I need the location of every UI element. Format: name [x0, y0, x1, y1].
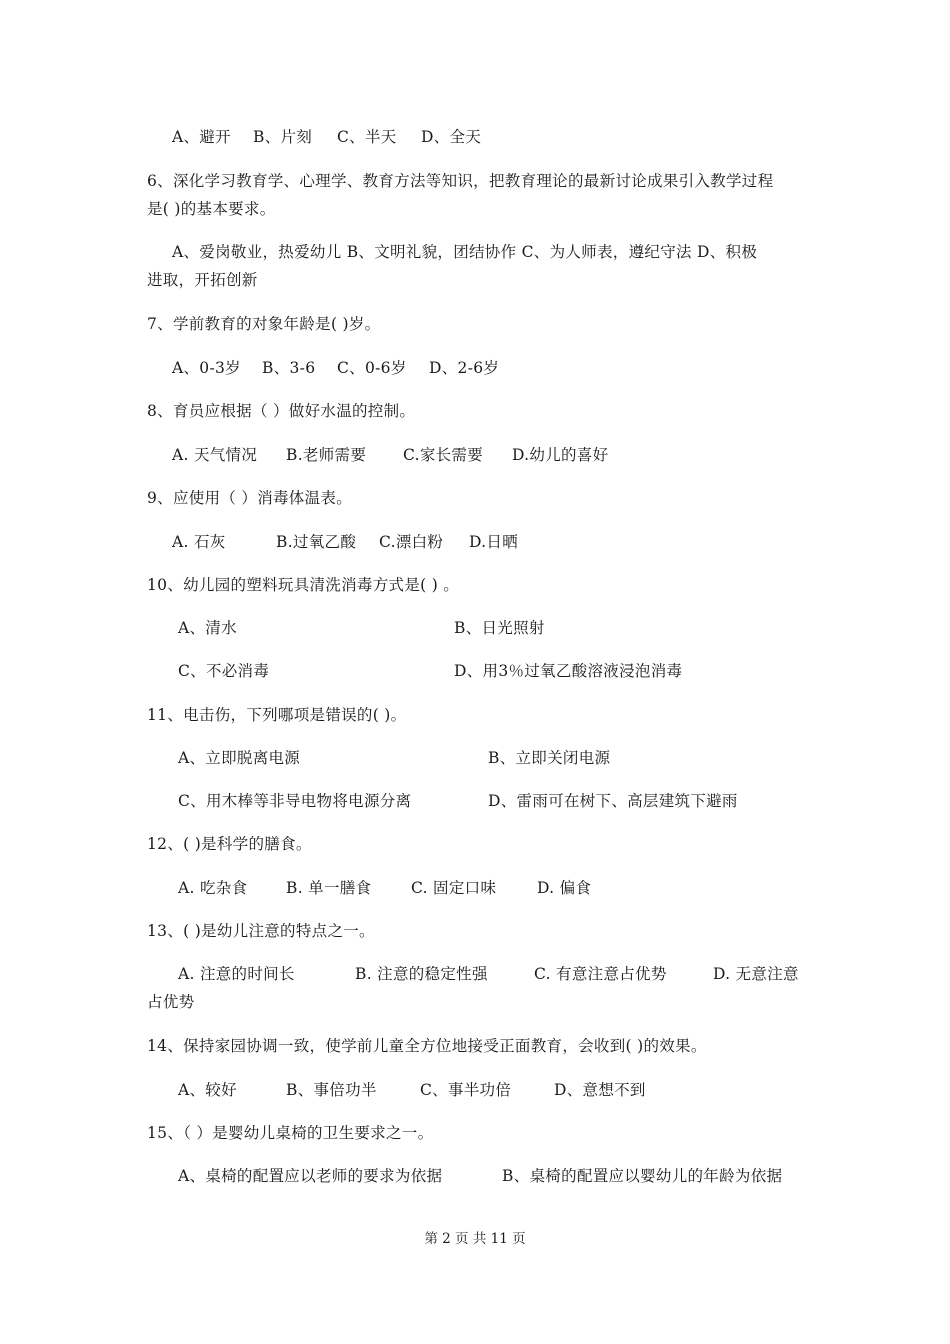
question-8-stem: 8、育员应根据（ ）做好水温的控制。	[147, 402, 416, 420]
option-c: C、半天	[337, 128, 397, 146]
option-c: C. 固定口味	[411, 879, 497, 897]
question-7-stem: 7、学前教育的对象年龄是( )岁。	[147, 315, 381, 333]
option-b: B、日光照射	[454, 619, 545, 637]
option-a: A、清水	[178, 619, 237, 637]
option-b: B.过氧乙酸	[276, 533, 357, 551]
option-a: A、较好	[178, 1081, 237, 1099]
option-b: B. 注意的稳定性强	[355, 965, 488, 983]
option-d: D、意想不到	[554, 1081, 646, 1099]
question-9-stem: 9、应使用（ ）消毒体温表。	[147, 489, 352, 507]
option-b: B、片刻	[253, 128, 313, 146]
option-a: A. 天气情况	[172, 446, 258, 464]
option-c: C、事半功倍	[420, 1081, 512, 1099]
option-b: B、立即关闭电源	[488, 749, 611, 767]
option-a: A、避开	[172, 128, 231, 146]
option-a: A. 注意的时间长	[178, 965, 295, 983]
option-d: D. 无意注意	[713, 965, 799, 983]
option-b: B. 单一膳食	[286, 879, 372, 897]
option-a: A、立即脱离电源	[178, 749, 301, 767]
option-a: A、桌椅的配置应以老师的要求为依据	[178, 1167, 443, 1185]
question-6-options-line-1: A、爱岗敬业，热爱幼儿 B、文明礼貌，团结协作 C、为人师表，遵纪守法 D、积极	[172, 243, 758, 261]
option-a: A. 吃杂食	[178, 879, 248, 897]
question-6-options-line-2: 进取，开拓创新	[147, 271, 258, 289]
question-12-stem: 12、( )是科学的膳食。	[147, 835, 312, 853]
option-d: D、用3％过氧乙酸溶液浸泡消毒	[454, 662, 683, 680]
option-a: A. 石灰	[172, 533, 226, 551]
option-c: C、用木棒等非导电物将电源分离	[178, 792, 412, 810]
option-c: C. 有意注意占优势	[534, 965, 667, 983]
option-c: C、不必消毒	[178, 662, 270, 680]
question-13-stem: 13、( )是幼儿注意的特点之一。	[147, 922, 375, 940]
option-c: C、0-6岁	[337, 359, 407, 377]
option-a: A、0-3岁	[172, 359, 241, 377]
option-b: B、桌椅的配置应以婴幼儿的年龄为依据	[502, 1167, 783, 1185]
option-c: C.家长需要	[403, 446, 484, 464]
option-d: D、雷雨可在树下、高层建筑下避雨	[488, 792, 738, 810]
question-6-stem-line-2: 是( )的基本要求。	[147, 200, 276, 218]
option-d: D、2-6岁	[429, 359, 500, 377]
option-d: D、全天	[421, 128, 482, 146]
question-10-stem: 10、幼儿园的塑料玩具清洗消毒方式是( ) 。	[147, 576, 460, 594]
page-number-footer: 第 2 页 共 11 页	[424, 1231, 526, 1247]
question-15-stem: 15、（ ）是婴幼儿桌椅的卫生要求之一。	[147, 1124, 434, 1142]
question-13-options-row-2: 占优势	[147, 993, 195, 1011]
question-14-stem: 14、保持家园协调一致，使学前儿童全方位地接受正面教育，会收到( )的效果。	[147, 1037, 707, 1055]
option-b: B、3-6	[262, 359, 316, 377]
question-6-stem-line-1: 6、深化学习教育学、心理学、教育方法等知识，把教育理论的最新讨论成果引入教学过程	[147, 172, 774, 190]
option-d: D. 偏食	[537, 879, 592, 897]
option-b: B.老师需要	[286, 446, 367, 464]
question-11-stem: 11、电击伤，下列哪项是错误的( )。	[147, 706, 407, 724]
option-c: C.漂白粉	[379, 533, 444, 551]
option-b: B、事倍功半	[286, 1081, 377, 1099]
option-d: D.日晒	[469, 533, 519, 551]
option-d: D.幼儿的喜好	[512, 446, 609, 464]
